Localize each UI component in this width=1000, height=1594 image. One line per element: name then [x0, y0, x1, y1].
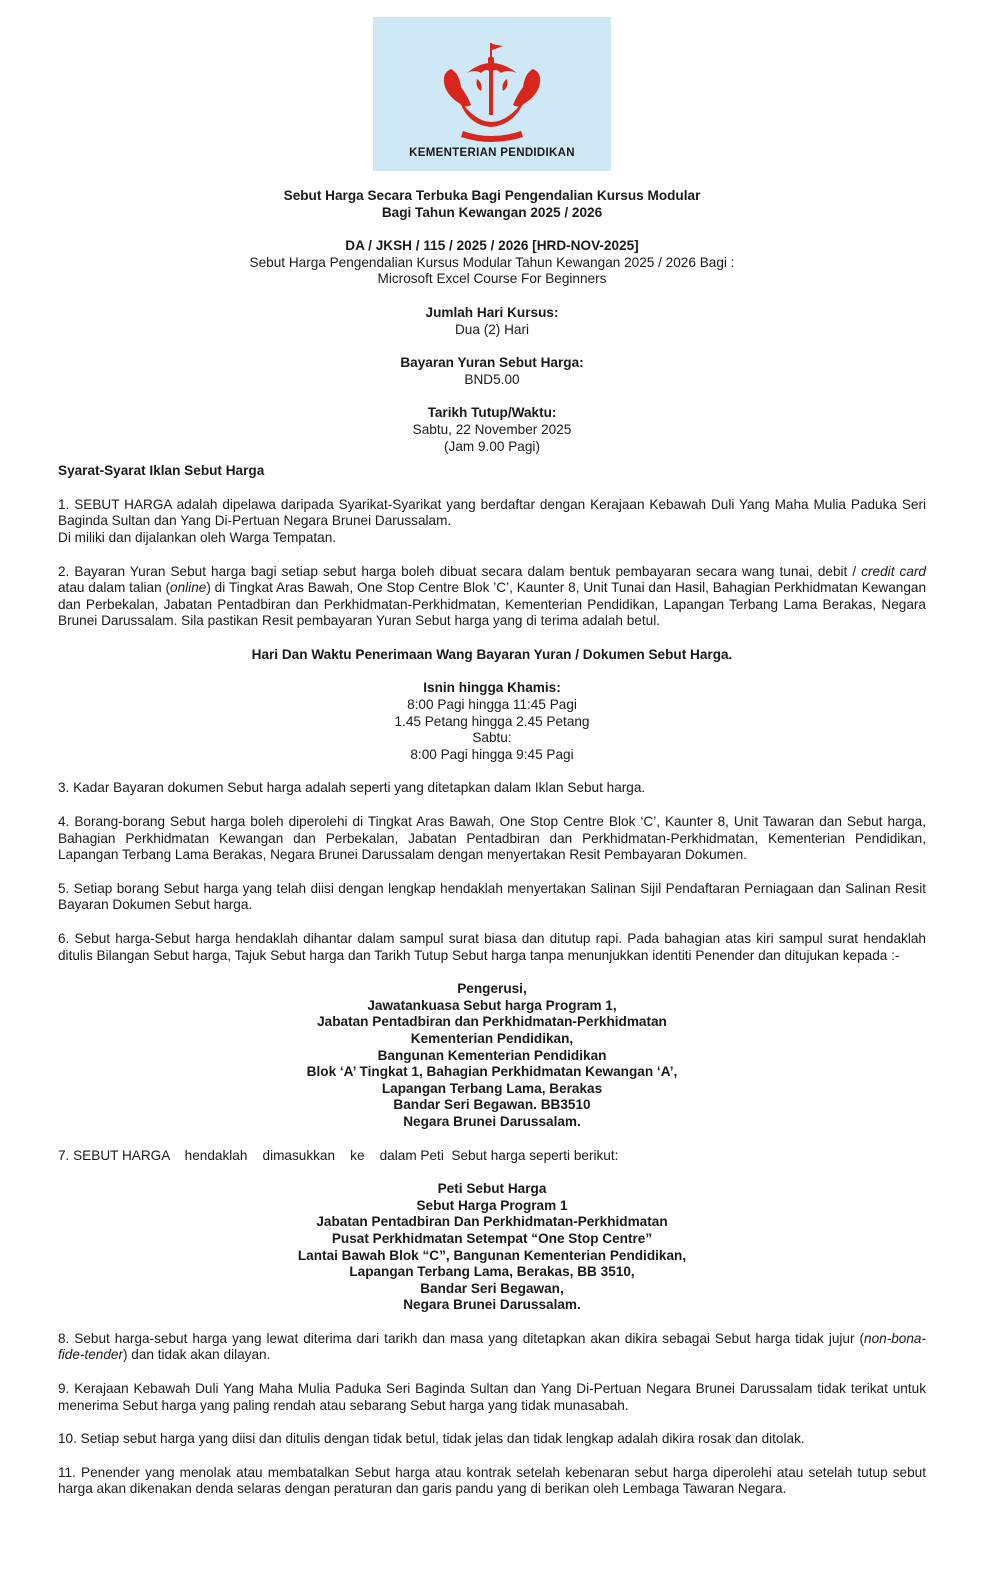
tender-notice [58, 188, 926, 1498]
condition-4: 4. Borang-borang Sebut harga boleh diperolehi di Tingkat Aras Bawah, One Stop Centre Blok ‘C’, Kaunter 8, Unit Tawaran dan Sebut harga, Bahagian Perkhidmatan Kewangan dan Perbekalan, Jabatan Pentadbiran dan Perkhidmatan-Perkhidmatan, Kementerian Pendidikan, Lapangan Terbang Lama Berakas, Negara Brunei Darussalam dengan menyertakan Resit Pembayaran Dokumen. [58, 814, 926, 863]
condition-5: 5. Setiap borang Sebut harga yang telah diisi dengan lengkap hendaklah menyertakan Salinan Sijil Pendaftaran Perniagaan dan Salinan Resit Bayaran Dokumen Sebut harga. [58, 880, 926, 913]
tender-fee: Bayaran Yuran Sebut Harga: BND5.00 [400, 355, 584, 387]
condition-2: 2. Bayaran Yuran Sebut harga bagi setiap sebut harga boleh dibuat secara dalam bentuk pembayaran secara wang tunai, debit / credit card atau dalam talian (online) di Tingkat Aras Bawah, One Stop Centre Blok ’C’, Kaunter 8, Unit Tunai dan Hasil, Bahagian Perkhidmatan Kewangan dan Perbekalan, Jabatan Pentadbiran dan Perkhidmatan-Perkhidmatan, Kementerian Pendidikan, Lapangan Terbang Lama Berakas, Negara Brunei Darussalam. Sila pastikan Resit pembayaran Yuran Sebut harga yang di terima adalah betul. [58, 563, 927, 629]
office-hours: Isnin hingga Khamis: 8:00 Pagi hingga 11:45 Pagi 1.45 Petang hingga 2.45 Petang Sabtu: 8:00 Pagi hingga 9:45 Pagi [394, 680, 590, 762]
reference-block [58, 238, 926, 288]
tender-box-address: Peti Sebut Harga Sebut Harga Program 1 Jabatan Pentadbiran Dan Perkhidmatan-Perkhidmatan Pusat Perkhidmatan Setempat “One Stop Centre” Lantai Bawah Blok “C”, Bangunan Kementerian Pendidikan, Lapangan Terbang Lama, Berakas, BB 3510, Bandar Seri Begawan, Negara Brunei Darussalam. [297, 1181, 687, 1313]
condition-3: 3. Kadar Bayaran dokumen Sebut harga adalah seperti yang ditetapkan dalam Iklan Sebut harga. [58, 780, 646, 796]
closing-date: Tarikh Tutup/Waktu: Sabtu, 22 November 2025 (Jam 9.00 Pagi) [412, 405, 572, 454]
conditions-heading: Syarat-Syarat Iklan Sebut Harga [58, 463, 265, 479]
condition-6: 6. Sebut harga-Sebut harga hendaklah dihantar dalam sampul surat biasa dan ditutup rapi. Pada bahagian atas kiri sampul surat hendaklah ditulis Bilangan Sebut harga, Tajuk Sebut harga dan Tarikh Tutup Sebut harga tanpa menunjukkan identiti Penender dan ditujukan kepada :- [58, 931, 926, 963]
notice-title: Sebut Harga Secara Terbuka Bagi Pengendalian Kursus Modular Bagi Tahun Kewangan 2025 / 2026 [283, 188, 701, 220]
ministry-logo [373, 17, 611, 171]
condition-11: 11. Penender yang menolak atau membatalkan Sebut harga atau kontrak setelah kebenaran sebut harga diperolehi atau setelah tutup sebut harga akan dikenakan denda selaras dengan peraturan dan garis pandu yang di berikan oleh Lembaga Tawaran Negara. [58, 1464, 926, 1497]
condition-1: 1. SEBUT HARGA adalah dipelawa daripada Syarikat-Syarikat yang berdaftar dengan Kerajaan Kebawah Duli Yang Maha Mulia Paduka Seri Baginda Sultan dan Yang Di-Pertuan Negara Brunei Darussalam. Di miliki dan dijalankan oleh Warga Tempatan. [58, 496, 926, 545]
reference-code: DA / JKSH / 115 / 2025 / 2026 [HRD-NOV-2025] [345, 238, 639, 254]
condition-10: 10. Setiap sebut harga yang diisi dan ditulis dengan tidak betul, tidak jelas dan tidak lengkap adalah dikira rosak dan ditolak. [58, 1431, 805, 1447]
condition-8: 8. Sebut harga-sebut harga yang lewat diterima dari tarikh dan masa yang ditetapkan akan dikira sebagai Sebut harga tidak jujur (non-bona-fide-tender) dan tidak akan dilayan. [58, 1330, 926, 1363]
condition-7: 7. SEBUT HARGA hendaklah dimasukkan ke dalam Peti Sebut harga seperti berikut: [58, 1147, 619, 1163]
brunei-crest-icon [437, 43, 547, 143]
schedule-heading: Hari Dan Waktu Penerimaan Wang Bayaran Yuran / Dokumen Sebut Harga. [251, 646, 733, 662]
chairman-address: Pengerusi, Jawatankuasa Sebut harga Program 1, Jabatan Pentadbiran dan Perkhidmatan-Perkhidmatan Kementerian Pendidikan, Bangunan Kementerian Pendidikan Blok ‘A’ Tingkat 1, Bahagian Perkhidmatan Kewangan ‘A’, Lapangan Terbang Lama, Berakas Bandar Seri Begawan. BB3510 Negara Brunei Darussalam. [306, 981, 678, 1129]
course-name: Microsoft Excel Course For Beginners [377, 271, 607, 287]
condition-9: 9. Kerajaan Kebawah Duli Yang Maha Mulia Paduka Seri Baginda Sultan dan Yang Di-Pertuan Negara Brunei Darussalam tidak terikat untuk menerima Sebut harga yang paling rendah atau sebarang Sebut harga yang tidak munasabah. [58, 1381, 926, 1413]
reference-description: Sebut Harga Pengendalian Kursus Modular Tahun Kewangan 2025 / 2026 Bagi : [249, 254, 735, 270]
ministry-name: KEMENTERIAN PENDIDIKAN [409, 147, 575, 159]
course-duration: Jumlah Hari Kursus: Dua (2) Hari [425, 304, 559, 337]
